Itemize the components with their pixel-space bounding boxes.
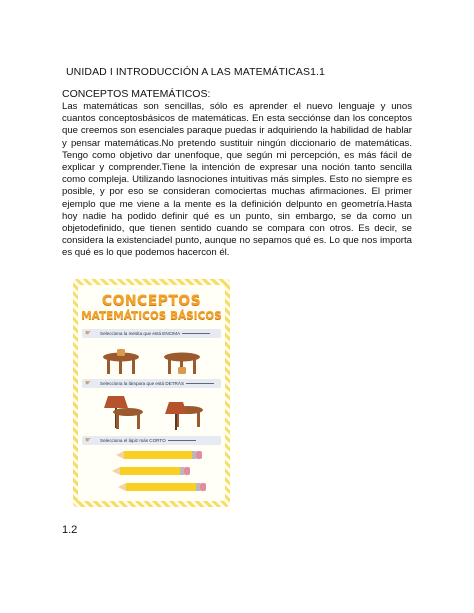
body-text: Las matemáticas son sencillas, sólo es aprender el nuevo lenguaje y unos cuantos conceptosbásicos de matemáticas. En esta secciónse dan los conceptos que creemos son esenciales paraque puedas ir adquiriendo la habilidad de hablar y pensar matemáticas.No pretendo sustituir ningún diccionario de matemáticas. Tengo como objetivo dar unenfoque, que según mi percepción, es más fácil de explicar y comprender.Tiene la intención de expresar una noción tanto sencilla como compleja. Utilizando lasnociones intuitivas más simples. Esto no siempre es posible, y por eso se consideran comociertas muchas afirmaciones. El primer ejemplo que me viene a la mente es la definición delpunto en geometría.Hasta hoy nadie ha podido definir qué es un punto, sin embargo, se da como un objetodefinido, que tienen sentido cuando se compara con otros. Es decir, se considera la existenciadel punto, aunque no sepamos qué es. Lo que nos importa es qué es lo que podemos hacercon él. (62, 101, 412, 259)
instruction-strip-3 (82, 436, 221, 445)
lamp-behind-table (104, 396, 143, 429)
long-pencil-bottom (118, 483, 206, 491)
instruction-text-1: Selecciona la mesita que está ENCIMA (100, 331, 181, 336)
poster-title: CONCEPTOS (101, 293, 202, 309)
section-heading: UNIDAD I INTRODUCCIÓN A LAS MATEMÁTICAS1.1 (66, 66, 325, 78)
body-paragraph (62, 101, 412, 260)
table-with-object-on-top (103, 349, 139, 374)
lamp-in-front-of-table (165, 402, 203, 430)
instruction-strip-2 (82, 379, 221, 388)
instruction-text-2: Selecciona la lámpara que está DETRÁS (100, 381, 185, 386)
subsection-heading: CONCEPTOS MATEMÁTICOS: (62, 88, 211, 100)
pointing-hand-icon: ☛ (85, 330, 92, 337)
page-number: 1.2 (62, 524, 78, 536)
poster-subtitle: MATEMÁTICOS BÁSICOS (81, 310, 222, 322)
pointing-hand-icon: ☛ (85, 380, 92, 387)
lamps-scene-illustration (78, 388, 225, 434)
table-with-object-below (164, 353, 200, 375)
long-pencil (116, 451, 202, 459)
instruction-strip-1 (82, 329, 221, 338)
instruction-text-3: Selecciona el lápiz más CORTO (100, 438, 166, 443)
poster-card (78, 285, 225, 501)
concepts-poster-image (73, 279, 230, 507)
medium-pencil (112, 467, 190, 475)
pencils-scene-illustration (78, 446, 225, 501)
tables-scene-illustration (78, 339, 225, 379)
pointing-hand-icon: ☛ (85, 437, 92, 444)
